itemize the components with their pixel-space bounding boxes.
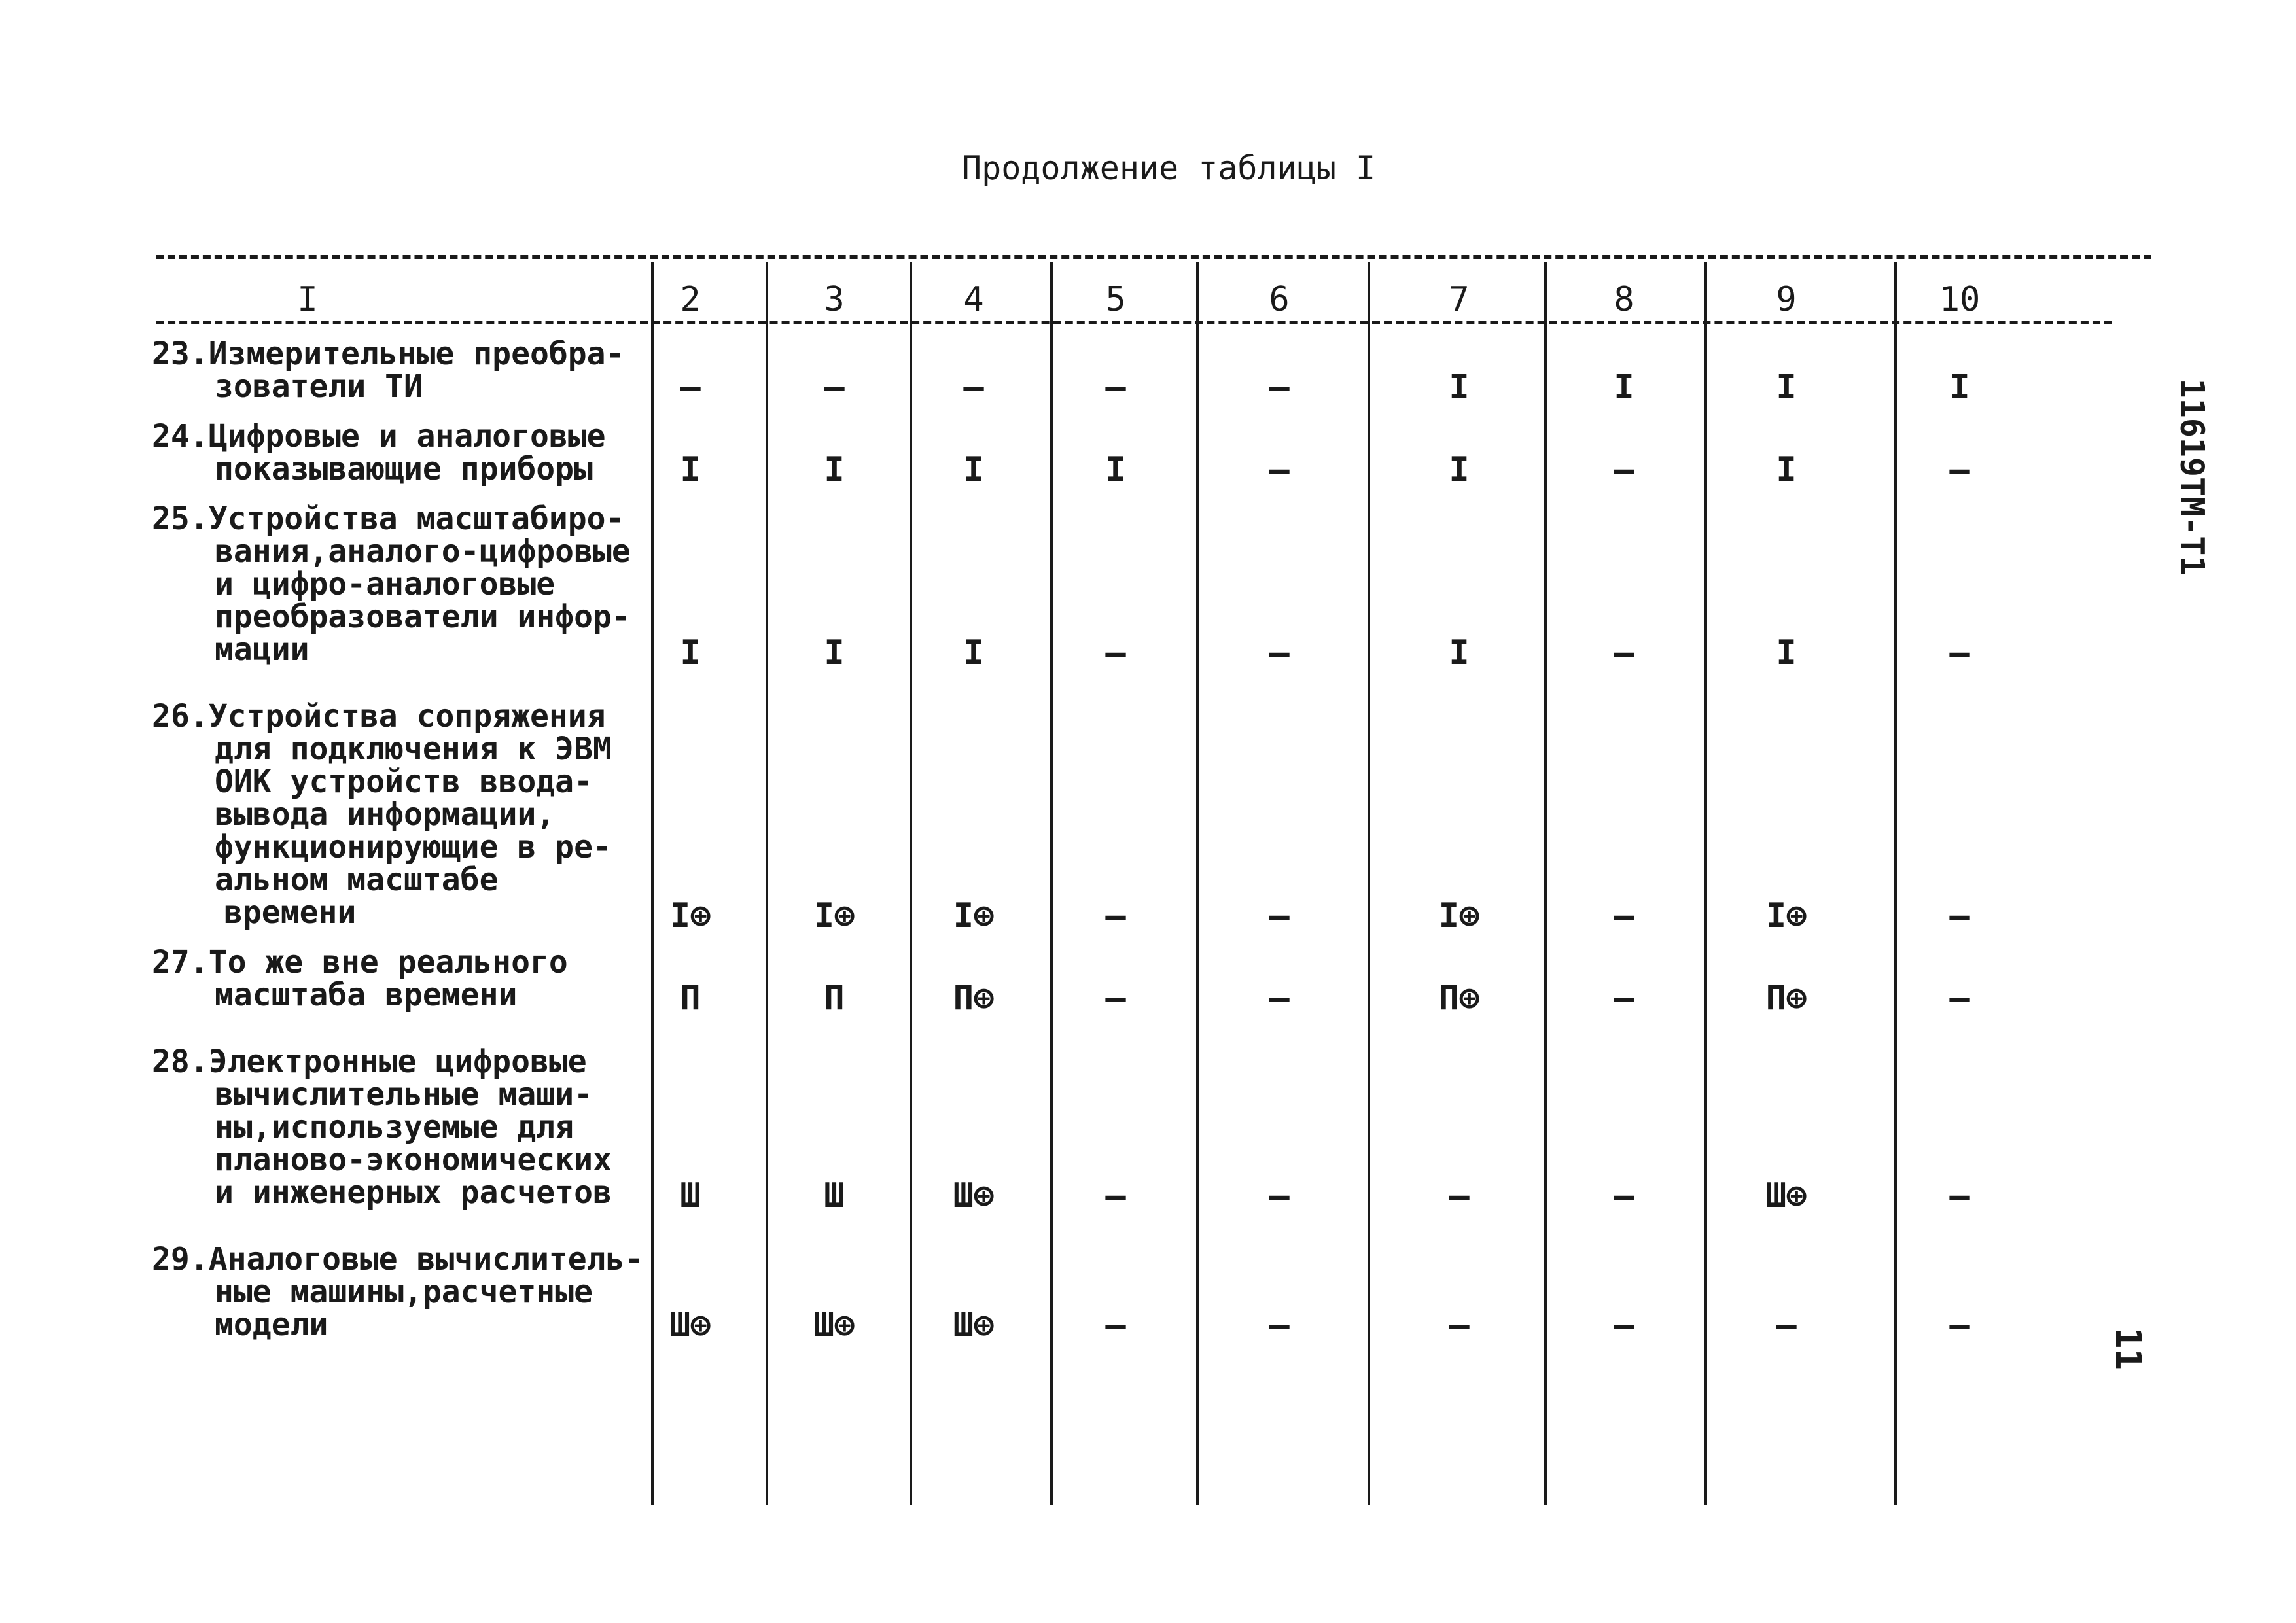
value-cell-r25-c3: I <box>824 633 845 672</box>
value-cell-r25-c6: – <box>1269 633 1290 672</box>
value-cell-r26-c4: I⊕ <box>953 896 995 935</box>
value-cell-r27-c6: – <box>1269 979 1290 1018</box>
value-cell-r27-c7: П⊕ <box>1438 979 1480 1018</box>
page-number: 11 <box>2108 1327 2149 1370</box>
row-26-label <box>152 700 662 929</box>
row-label-line: мации <box>215 631 309 668</box>
value-cell-r28-c7: – <box>1449 1176 1470 1215</box>
row-label-line: модели <box>215 1306 328 1343</box>
value-cell-r26-c3: I⊕ <box>813 896 855 935</box>
header-cell-9: 9 <box>1776 280 1797 319</box>
value-cell-r29-c9: – <box>1776 1306 1797 1345</box>
value-cell-r27-c3: П <box>824 979 845 1018</box>
value-cell-r25-c4: I <box>963 633 984 672</box>
header-cell-10: 10 <box>1939 280 1981 319</box>
value-cell-r25-c8: – <box>1614 633 1634 672</box>
row-label-line: 28.Электронные цифровые <box>152 1043 587 1080</box>
value-cell-r23-c9: I <box>1776 368 1797 407</box>
value-cell-r23-c5: – <box>1105 368 1126 407</box>
value-cell-r27-c8: – <box>1614 979 1634 1018</box>
row-23-label <box>152 338 662 403</box>
value-cell-r28-c3: Ш <box>824 1176 845 1215</box>
value-cell-r28-c6: – <box>1269 1176 1290 1215</box>
column-divider <box>1196 262 1199 1505</box>
row-label-line: времени <box>224 894 357 931</box>
value-cell-r29-c2: Ш⊕ <box>669 1306 711 1345</box>
value-cell-r23-c3: – <box>824 368 845 407</box>
value-cell-r29-c6: – <box>1269 1306 1290 1345</box>
value-cell-r24-c4: I <box>963 450 984 489</box>
value-cell-r24-c8: – <box>1614 450 1634 489</box>
value-cell-r28-c2: Ш <box>680 1176 701 1215</box>
value-cell-r24-c6: – <box>1269 450 1290 489</box>
header-cell-7: 7 <box>1449 280 1470 319</box>
value-cell-r26-c10: – <box>1949 896 1970 935</box>
row-label-line: 26.Устройства сопряжения <box>152 698 606 735</box>
value-cell-r26-c8: – <box>1614 896 1634 935</box>
value-cell-r23-c7: I <box>1449 368 1470 407</box>
value-cell-r23-c2: – <box>680 368 701 407</box>
row-label-line: вания,аналого-цифровые <box>215 533 631 570</box>
value-cell-r23-c8: I <box>1614 368 1634 407</box>
row-24-label <box>152 420 662 485</box>
row-label-line: показывающие приборы <box>215 451 593 487</box>
row-label-line: ны,используемые для <box>215 1109 574 1145</box>
header-cell-8: 8 <box>1614 280 1634 319</box>
row-label-line: планово-экономических <box>215 1142 612 1178</box>
row-label-line: 25.Устройства масштабиро- <box>152 500 625 537</box>
header-cell-1: I <box>297 280 318 319</box>
value-cell-r25-c9: I <box>1776 633 1797 672</box>
value-cell-r26-c9: I⊕ <box>1765 896 1807 935</box>
value-cell-r23-c10: I <box>1949 368 1970 407</box>
header-cell-3: 3 <box>824 280 845 319</box>
value-cell-r29-c7: – <box>1449 1306 1470 1345</box>
value-cell-r27-c9: П⊕ <box>1765 979 1807 1018</box>
value-cell-r29-c8: – <box>1614 1306 1634 1345</box>
header-bottom-rule <box>156 321 2112 324</box>
row-label-line: ные машины,расчетные <box>215 1274 593 1310</box>
value-cell-r26-c5: – <box>1105 896 1126 935</box>
row-label-line: зователи ТИ <box>215 368 423 405</box>
value-cell-r26-c2: I⊕ <box>669 896 711 935</box>
row-label-line: 24.Цифровые и аналоговые <box>152 418 606 455</box>
row-28-label <box>152 1045 662 1209</box>
column-divider <box>1544 262 1547 1505</box>
value-cell-r28-c4: Ш⊕ <box>953 1176 995 1215</box>
value-cell-r26-c6: – <box>1269 896 1290 935</box>
row-label-line: ОИК устройств ввода- <box>215 763 593 800</box>
row-label-line: вычислительные маши- <box>215 1076 593 1113</box>
row-label-line: альном масштабе <box>215 862 499 898</box>
value-cell-r26-c7: I⊕ <box>1438 896 1480 935</box>
header-cell-6: 6 <box>1269 280 1290 319</box>
column-divider <box>1704 262 1707 1505</box>
column-divider <box>1368 262 1370 1505</box>
row-label-line: и цифро-аналоговые <box>215 566 556 602</box>
value-cell-r25-c7: I <box>1449 633 1470 672</box>
row-label-line: 23.Измерительные преобра- <box>152 336 625 372</box>
row-29-label <box>152 1243 662 1341</box>
row-label-line: для подключения к ЭВМ <box>215 731 612 767</box>
value-cell-r29-c10: – <box>1949 1306 1970 1345</box>
row-label-line: 27.То же вне реального <box>152 944 568 981</box>
value-cell-r28-c8: – <box>1614 1176 1634 1215</box>
row-label-line: функционирующие в ре- <box>215 829 612 865</box>
value-cell-r27-c4: П⊕ <box>953 979 995 1018</box>
value-cell-r24-c2: I <box>680 450 701 489</box>
value-cell-r25-c10: – <box>1949 633 1970 672</box>
column-divider <box>766 262 768 1505</box>
value-cell-r28-c10: – <box>1949 1176 1970 1215</box>
value-cell-r29-c4: Ш⊕ <box>953 1306 995 1345</box>
row-label-line: масштаба времени <box>215 977 518 1013</box>
row-25-label <box>152 502 662 666</box>
row-label-line: 29.Аналоговые вычислитель- <box>152 1241 644 1278</box>
value-cell-r29-c3: Ш⊕ <box>813 1306 855 1345</box>
value-cell-r23-c4: – <box>963 368 984 407</box>
row-label-line: и инженерных расчетов <box>215 1174 612 1211</box>
table-top-rule <box>156 255 2151 259</box>
row-label-line: вывода информации, <box>215 796 556 833</box>
value-cell-r29-c5: – <box>1105 1306 1126 1345</box>
value-cell-r24-c3: I <box>824 450 845 489</box>
document-code: 11619TM-T1 <box>2173 378 2212 576</box>
value-cell-r24-c10: – <box>1949 450 1970 489</box>
row-27-label <box>152 946 662 1011</box>
value-cell-r27-c5: – <box>1105 979 1126 1018</box>
header-cell-2: 2 <box>680 280 701 319</box>
value-cell-r28-c9: Ш⊕ <box>1765 1176 1807 1215</box>
value-cell-r27-c2: П <box>680 979 701 1018</box>
value-cell-r24-c5: I <box>1105 450 1126 489</box>
value-cell-r24-c9: I <box>1776 450 1797 489</box>
table-caption: Продолжение таблицы I <box>962 149 1376 187</box>
value-cell-r23-c6: – <box>1269 368 1290 407</box>
row-label-line: преобразователи инфор- <box>215 599 631 635</box>
value-cell-r25-c2: I <box>680 633 701 672</box>
value-cell-r27-c10: – <box>1949 979 1970 1018</box>
value-cell-r25-c5: – <box>1105 633 1126 672</box>
value-cell-r24-c7: I <box>1449 450 1470 489</box>
header-cell-5: 5 <box>1105 280 1126 319</box>
header-cell-4: 4 <box>963 280 984 319</box>
value-cell-r28-c5: – <box>1105 1176 1126 1215</box>
